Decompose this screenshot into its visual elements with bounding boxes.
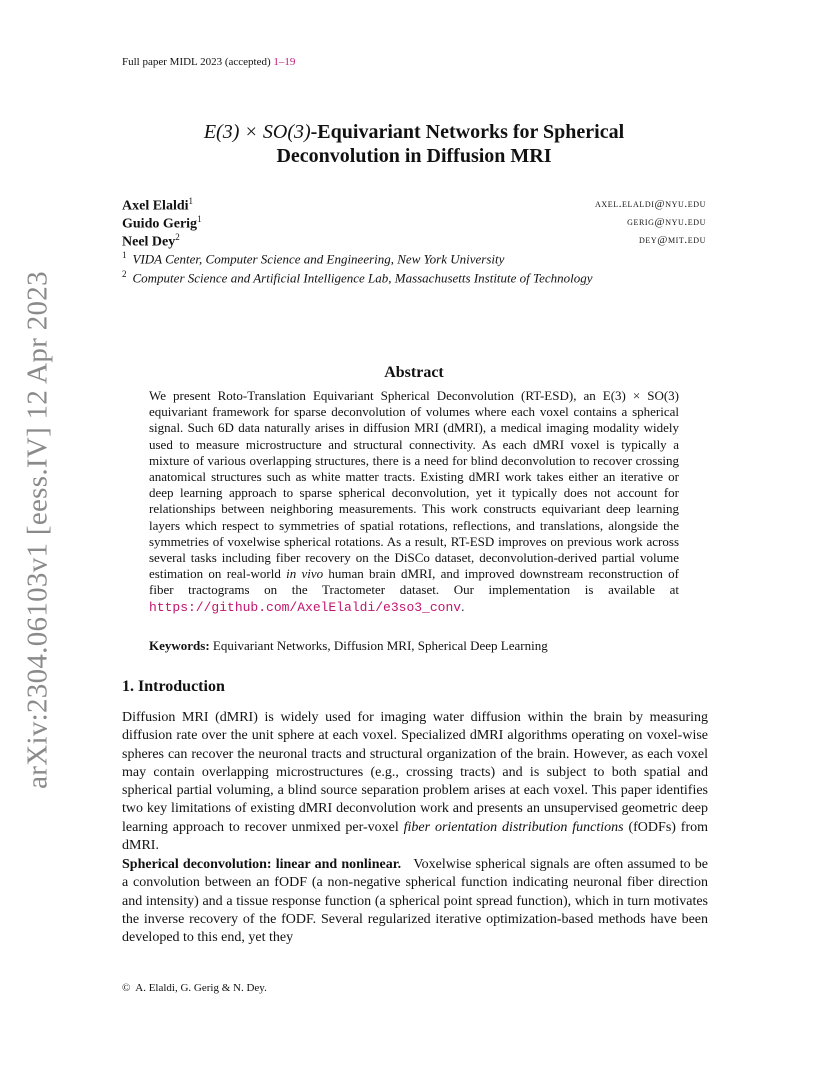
abstract-text: We present Roto-Translation Equivariant Spherical Deconvolution (RT-ESD), an E(3) × SO(3) equivariant framework for sparse deconvolution of volumes where each voxel contains a spherical signal. Such 6D data naturally arises in diffusion MRI (dMRI), a medical imaging modality widely used to measure microstructure and structural connectivity. As each dMRI voxel is typically a mixture of various overlapping structures, there is a need for blind deconvolution to recover crossing anatomical structures such as white matter tracts. Existing dMRI work takes either an iterative or deep learning approach to sparse spherical deconvolution, yet it typically does not account for relationships between neighboring measurements. This work constructs equivariant deep learning layers which respect to symmetries of spatial rotations, reflections, and translations, alongside the symmetries of voxelwise spherical rotations. As a result, RT-ESD improves on previous work across several tasks including fiber recovery on the DiSCo dataset, deconvolution-derived partial volume estimation on real-world [149,388,679,582]
title-math: E(3) × SO(3) [203,121,311,143]
author-name: Guido Gerig [122,216,198,232]
author-email[interactable]: dey@mit.edu [638,234,706,246]
title-line1: -Equivariant Networks for Spherical [310,121,625,143]
affiliation-sup: 2 [122,269,127,279]
abstract-body [149,388,679,616]
paragraph-text: Voxelwise spherical signals are often assumed to be a convolution between an fODF (a non-negative spherical function indicating neuronal fiber direction and intensity) and a tissue response function (a spherical point spread function), which in turn motivates the inverse recovery of the fODF. Several regularized iterative optimization-based methods have been developed to this end, yet they [122,857,708,946]
section-heading: 1. Introduction [122,678,225,695]
affiliation-1 [122,250,504,267]
page-range-link[interactable]: 1–19 [273,56,296,68]
affiliation-sup: 1 [122,250,127,260]
paper-title [122,120,706,168]
github-link[interactable]: https://github.com/AxelElaldi/e3so3_conv [149,599,462,615]
affiliation-text: Computer Science and Artificial Intelligence Lab, Massachusetts Institute of Technology [132,270,593,286]
intro-paragraph-2 [122,856,708,947]
venue-text: Full paper MIDL 2023 (accepted) [122,56,271,68]
copyright-footer [122,982,267,994]
author-sup: 2 [175,232,180,242]
affiliation-text: VIDA Center, Computer Science and Engineering, New York University [132,251,505,267]
author-name: Neel Dey [122,234,176,250]
paragraph-text: Diffusion MRI (dMRI) is widely used for imaging water diffusion within the brain by measuring diffusion rate over the unit sphere at each voxel. Specialized dMRI algorithms operating on voxel-wise spheres can recover the neuronal tracts and structural organization of the brain. However, as each voxel may contain overlapping microstructures (e.g., crossing tracts) and is subject to both spatial and spherical partial voluming, a blind source separation problem arises at each voxel. This paper identifies two key limitations of existing dMRI deconvolution work and presents an unsupervised geometric deep learning approach to recover unmixed per-voxel [122,710,708,835]
abstract-end: . [461,598,465,614]
paragraph-text: (fODFs) from dMRI. [122,819,709,854]
copyright-icon: © [122,982,131,994]
author-name: Axel Elaldi [122,198,189,214]
running-header [122,56,295,68]
footer-text: A. Elaldi, G. Gerig & N. Dey. [135,982,267,994]
author-2 [122,214,202,233]
author-email[interactable]: axel.elaldi@nyu.edu [594,198,706,210]
intro-paragraph-1 [122,709,708,855]
abstract-italic: in vivo [286,566,324,582]
author-email[interactable]: gerig@nyu.edu [627,216,706,228]
paragraph-italic: fiber orientation distribution functions [403,819,624,835]
keywords [149,638,679,654]
abstract-text: human brain dMRI, and improved downstream reconstruction of fiber tractograms on the Tractometer dataset. Our implementation is available at [149,566,679,598]
abstract-heading: Abstract [384,364,444,381]
title-line2: Deconvolution in Diffusion MRI [276,145,552,167]
paragraph-run-in-heading: Spherical deconvolution: linear and nonlinear. [122,857,402,872]
affiliation-2 [122,269,593,286]
arxiv-stamp: arXiv:2304.06103v1 [eess.IV] 12 Apr 2023 [21,271,54,789]
keywords-label: Keywords: [149,638,210,653]
author-3 [122,232,180,251]
keywords-text: Equivariant Networks, Diffusion MRI, Spherical Deep Learning [212,638,548,653]
author-sup: 1 [188,196,194,206]
author-1 [122,196,193,215]
author-sup: 1 [197,214,202,224]
